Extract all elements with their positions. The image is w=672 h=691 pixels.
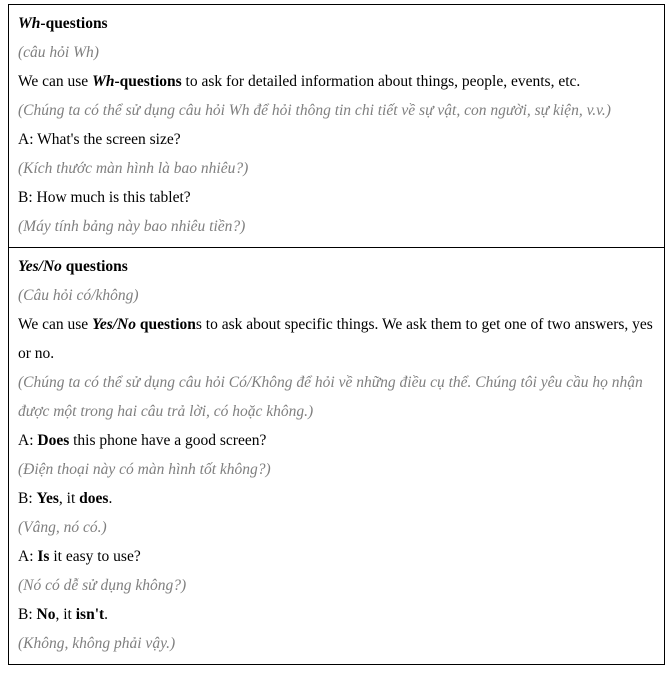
wh-explanation-translation: (Chúng ta có thể sử dụng câu hỏi Wh để hỏi thông tin chi tiết về sự vật, con người, sự kiện, v.v.)	[18, 102, 611, 119]
yes-no-example-2: B: Yes, it does.	[18, 490, 113, 507]
wh-questions-cell	[9, 5, 664, 247]
yes-no-example-4: B: No, it isn't.	[18, 606, 109, 623]
grammar-table	[8, 4, 665, 665]
wh-heading-translation: (câu hỏi Wh)	[18, 44, 99, 61]
yes-no-explanation-translation: (Chúng ta có thể sử dụng câu hỏi Có/Không để hỏi về những điều cụ thể. Chúng tôi yêu cầu họ nhận được một trong hai câu trả lời, có hoặc không.)	[18, 374, 643, 420]
yes-no-example-1: A: Does this phone have a good screen?	[18, 432, 267, 449]
wh-example-2: B: How much is this tablet?	[18, 189, 191, 206]
yes-no-heading-translation: (Câu hỏi có/không)	[18, 287, 139, 304]
wh-heading: Wh-questions	[18, 15, 108, 32]
yes-no-example-4-translation: (Không, không phải vậy.)	[18, 635, 176, 652]
yes-no-questions-cell	[9, 247, 664, 664]
yes-no-example-2-translation: (Vâng, nó có.)	[18, 519, 107, 536]
yes-no-example-3: A: Is it easy to use?	[18, 548, 141, 565]
yes-no-heading: Yes/No questions	[18, 258, 128, 275]
yes-no-example-3-translation: (Nó có dễ sử dụng không?)	[18, 577, 187, 594]
wh-explanation: We can use Wh-questions to ask for detailed information about things, people, events, etc.	[18, 73, 581, 90]
yes-no-example-1-translation: (Điện thoại này có màn hình tốt không?)	[18, 461, 271, 478]
wh-example-1: A: What's the screen size?	[18, 131, 181, 148]
wh-example-1-translation: (Kích thước màn hình là bao nhiêu?)	[18, 160, 249, 177]
yes-no-explanation: We can use Yes/No questions to ask about specific things. We ask them to get one of two answers, yes or no.	[18, 316, 653, 362]
wh-example-2-translation: (Máy tính bảng này bao nhiêu tiền?)	[18, 218, 246, 235]
